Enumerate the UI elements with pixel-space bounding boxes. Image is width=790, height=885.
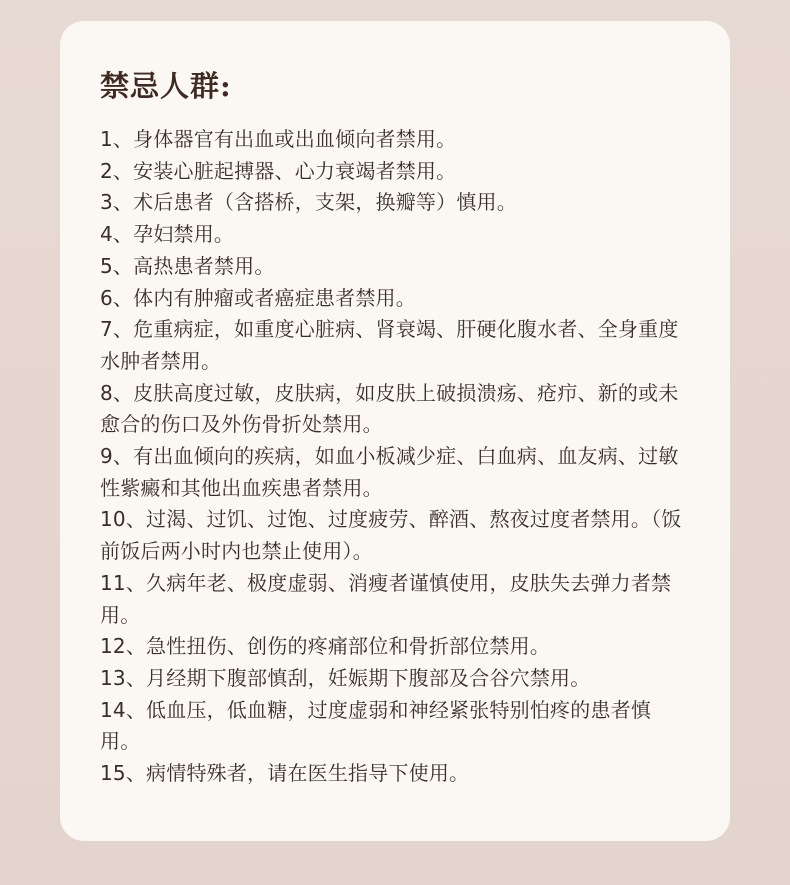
list-item: 5、高热患者禁用。 bbox=[100, 253, 275, 278]
list-item: 3、术后患者（含搭桥，支架，换瓣等）慎用。 bbox=[100, 190, 517, 215]
list-item: 11、久病年老、极度虚弱、消瘦者谨慎使用，皮肤失去弹力者禁用。 bbox=[100, 570, 672, 627]
section-title: 禁忌人群: bbox=[100, 69, 232, 103]
list-item: 15、病情特殊者，请在医生指导下使用。 bbox=[100, 761, 470, 786]
list-item: 14、低血压，低血糖，过度虚弱和神经紧张特别怕疼的患者慎用。 bbox=[100, 697, 652, 754]
list-item: 6、体内有肿瘤或者癌症患者禁用。 bbox=[100, 285, 416, 310]
list-item: 13、月经期下腹部慎刮，妊娠期下腹部及合谷穴禁用。 bbox=[100, 665, 591, 690]
contraindications-card bbox=[60, 21, 730, 841]
list-item: 7、危重病症，如重度心脏病、肾衰竭、肝硬化腹水者、全身重度水肿者禁用。 bbox=[100, 317, 679, 373]
list-item: 8、皮肤高度过敏，皮肤病，如皮肤上破损溃疡、疮疖、新的或未愈合的伤口及外伤骨折处禁用。 bbox=[100, 380, 679, 437]
list-item: 2、安装心脏起搏器、心力衰竭者禁用。 bbox=[100, 158, 457, 183]
list-item: 4、孕妇禁用。 bbox=[100, 222, 235, 247]
contraindication-list bbox=[100, 124, 690, 790]
list-item: 1、身体器官有出血或出血倾向者禁用。 bbox=[100, 127, 457, 151]
list-item: 12、急性扭伤、创伤的疼痛部位和骨折部位禁用。 bbox=[100, 634, 551, 659]
list-item: 10、过渴、过饥、过饱、过度疲劳、醉酒、熬夜过度者禁用。（饭前饭后两小时内也禁止使用）。 bbox=[100, 507, 682, 564]
list-item: 9、有出血倾向的疾病，如血小板减少症、白血病、血友病、过敏性紫癜和其他出血疾患者禁用。 bbox=[100, 444, 679, 500]
